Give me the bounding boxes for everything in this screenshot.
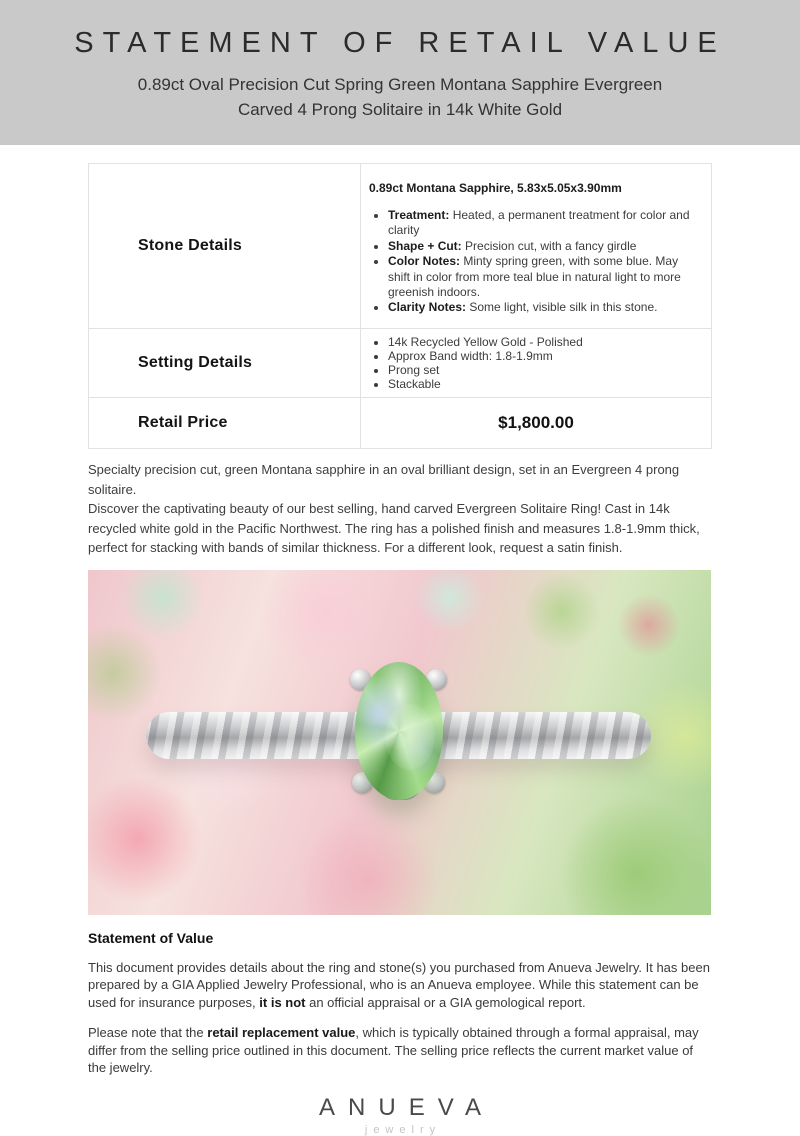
stone-facet-highlight [385,704,435,770]
stone-bullet-list [369,208,697,316]
statement-p1-text: This document provides details about the ring and stone(s) you purchased from Anueva Jewelry. It has been prepared by a GIA Applied Jewelry Professional, who is an Anueva employee. While this statement can be used for insurance purposes, [88,959,710,1010]
description-line1: Specialty precision cut, green Montana sapphire in an oval brilliant design, set in an Evergreen 4 prong solitaire. [88,462,680,497]
header-band [0,0,800,145]
list-item: • 14k Recycled Yellow Gold - Polished [388,336,697,350]
stone-details-label: Stone Details [89,164,361,329]
page-subtitle [0,73,800,122]
retail-price-value: $1,800.00 [498,413,574,433]
statement-p1-text-after: an official appraisal or a GIA gemological report. [305,994,586,1010]
statement-paragraph-1 [88,959,712,1012]
retail-price-row [89,398,712,449]
list-item: • Stackable [388,378,697,392]
details-table [88,163,712,449]
brand-name: ANUEVA [319,1093,494,1121]
brand-subtitle: jewelry [364,1123,442,1136]
bullet-label: Color Notes: [388,254,460,269]
product-description [88,460,712,558]
statement-paragraph-2 [88,1024,712,1077]
statement-p1-bold: it is not [259,994,306,1010]
setting-details-content [361,328,712,398]
retail-price-label: Retail Price [89,398,361,449]
retail-price-cell [361,398,712,449]
bullet-label: Clarity Notes: [388,300,467,315]
bullet-label: Shape + Cut: [388,238,462,253]
bullet-text: Precision cut, with a fancy girdle [461,238,637,253]
statement-heading: Statement of Value [88,929,214,946]
stone-details-row [89,164,712,329]
page-subtitle-line1: 0.89ct Oval Precision Cut Spring Green Montana Sapphire Evergreen [137,75,663,94]
bullet-text: Heated, a permanent treatment for color and clarity [388,208,690,238]
sapphire-stone [344,656,454,808]
ring-photo [88,570,711,915]
statement-p2-bold: retail replacement value [207,1025,356,1041]
description-rest: Discover the captivating beauty of our best selling, hand carved Evergreen Solitaire Ring! Cast in 14k recycled white gold in the Pacific Northwest. The ring has a polished finish and measures 1.8-1.9mm thick, perfect for stacking with bands of similar thickness. For a different look, request a satin finish. [88,501,700,556]
bullet-text: Minty spring green, with some blue. May shift in color from more teal blue in natural light to more greenish indoors. [388,254,681,300]
page-subtitle-line2: Carved 4 Prong Solitaire in 14k White Gold [237,99,563,119]
bullet-text: Some light, visible silk in this stone. [466,300,658,315]
setting-details-label: Setting Details [89,328,361,398]
brand-logo [88,1094,712,1136]
list-item [388,254,697,300]
stone-heading: 0.89ct Montana Sapphire, 5.83x5.05x3.90mm [369,181,622,195]
list-item [388,300,697,315]
list-item [388,239,697,254]
statement-p2-text: Please note that the [88,1025,208,1041]
setting-details-row [89,328,712,398]
page-title: STATEMENT OF RETAIL VALUE [74,27,726,59]
bullet-label: Treatment: [388,208,450,222]
document-body [88,163,712,1136]
statement-p2-text-after: , which is typically obtained through a formal appraisal, may differ from the selling price outlined in this document. The selling price reflects the current market value of the jewelry. [88,1025,699,1076]
list-item [388,208,697,239]
list-item: • Approx Band width: 1.8-1.9mm [388,350,697,364]
stone-gem [355,662,443,800]
list-item: • Prong set [388,364,697,378]
stone-details-content [361,164,712,329]
setting-bullet-list [369,336,697,392]
